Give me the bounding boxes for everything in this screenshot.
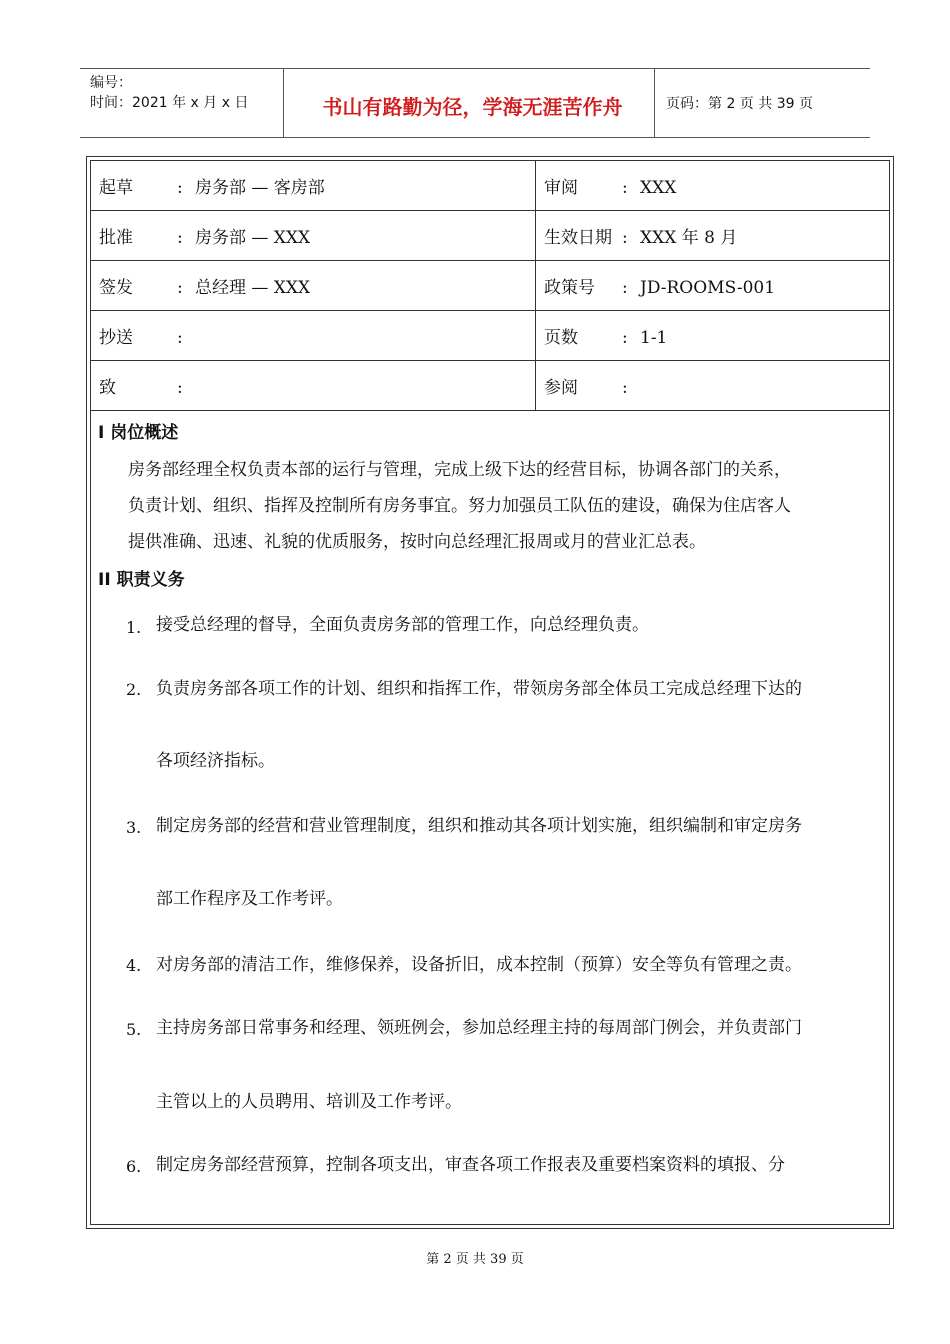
list-item-text: 主持房务部日常事务和经理、领班例会，参加总经理主持的每周部门例会，并负责部门	[156, 1018, 802, 1038]
document-info-table	[90, 160, 890, 411]
header-meta	[90, 73, 248, 113]
info-value: 房务部 — XXX	[195, 228, 311, 248]
info-cell	[91, 361, 536, 411]
info-label: 生效日期	[544, 228, 612, 248]
info-value: XXX	[640, 178, 677, 198]
header-page-info: 页码：第 2 页 共 39 页	[666, 96, 813, 112]
document-number-label: 编号：	[90, 75, 132, 91]
colon: :	[177, 178, 183, 198]
paragraph-line: 提供准确、迅速、礼貌的优质服务，按时向总经理汇报周或月的营业汇总表。	[128, 532, 706, 552]
list-item-number: 1.	[126, 618, 142, 637]
info-value: XXX 年 8 月	[640, 228, 738, 248]
info-label: 致	[99, 378, 116, 398]
info-label: 起草	[99, 178, 133, 198]
colon: :	[622, 228, 628, 248]
section-title: I 岗位概述	[98, 423, 179, 443]
page-footer: 第 2 页 共 39 页	[426, 1252, 524, 1267]
info-value: JD-ROOMS-001	[640, 278, 776, 298]
table-row	[91, 211, 890, 261]
info-value: 总经理 — XXX	[195, 278, 311, 298]
table-row	[91, 261, 890, 311]
page-header	[80, 68, 870, 138]
list-item-text: 制定房务部经营预算，控制各项支出，审查各项工作报表及重要档案资料的填报、分	[156, 1155, 785, 1175]
paragraph-line: 房务部经理全权负责本部的运行与管理，完成上级下达的经营目标，协调各部门的关系，	[128, 460, 791, 480]
table-row	[91, 361, 890, 411]
colon: :	[622, 178, 628, 198]
info-cell	[536, 311, 890, 361]
colon: :	[177, 328, 183, 348]
info-cell	[536, 261, 890, 311]
list-item-text: 负责房务部各项工作的计划、组织和指挥工作，带领房务部全体员工完成总经理下达的	[156, 679, 802, 699]
header-divider	[654, 69, 655, 137]
header-motto: 书山有路勤为径，学海无涯苦作舟	[322, 95, 623, 119]
list-item-number: 2.	[126, 680, 142, 699]
info-label: 页数	[544, 328, 578, 348]
info-label: 抄送	[99, 328, 133, 348]
colon: :	[177, 278, 183, 298]
info-cell	[91, 311, 536, 361]
info-value: 1-1	[640, 328, 668, 348]
list-item-text: 制定房务部的经营和营业管理制度，组织和推动其各项计划实施，组织编制和审定房务	[156, 816, 802, 836]
list-item-text: 各项经济指标。	[156, 751, 275, 771]
document-time-label: 时间：2021 年 x 月 x 日	[90, 95, 249, 111]
colon: :	[622, 278, 628, 298]
info-label: 审阅	[544, 178, 578, 198]
colon: :	[177, 378, 183, 398]
info-label: 批准	[99, 228, 133, 248]
info-label: 参阅	[544, 378, 578, 398]
info-cell	[91, 211, 536, 261]
table-row	[91, 311, 890, 361]
info-cell	[536, 211, 890, 261]
info-cell	[91, 161, 536, 211]
info-label: 政策号	[544, 278, 595, 298]
section-paragraph	[128, 452, 883, 560]
list-item-text: 接受总经理的督导，全面负责房务部的管理工作，向总经理负责。	[156, 615, 649, 635]
info-label: 签发	[99, 278, 133, 298]
info-cell	[91, 261, 536, 311]
list-item-number: 5.	[126, 1020, 142, 1039]
section-title: II 职责义务	[98, 570, 185, 590]
list-item-number: 6.	[126, 1157, 142, 1176]
list-item-text: 对房务部的清洁工作，维修保养，设备折旧，成本控制（预算）安全等负有管理之责。	[156, 955, 802, 975]
table-row	[91, 161, 890, 211]
info-value: 房务部 — 客房部	[195, 178, 325, 198]
colon: :	[177, 228, 183, 248]
colon: :	[622, 378, 628, 398]
colon: :	[622, 328, 628, 348]
paragraph-line: 负责计划、组织、指挥及控制所有房务事宜。努力加强员工队伍的建设，确保为住店客人	[128, 496, 791, 516]
header-divider	[283, 69, 284, 137]
info-cell	[536, 361, 890, 411]
list-item-text: 主管以上的人员聘用、培训及工作考评。	[156, 1092, 462, 1112]
list-item-text: 部工作程序及工作考评。	[156, 889, 343, 909]
list-item-number: 4.	[126, 956, 142, 975]
list-item-number: 3.	[126, 818, 142, 837]
info-cell	[536, 161, 890, 211]
